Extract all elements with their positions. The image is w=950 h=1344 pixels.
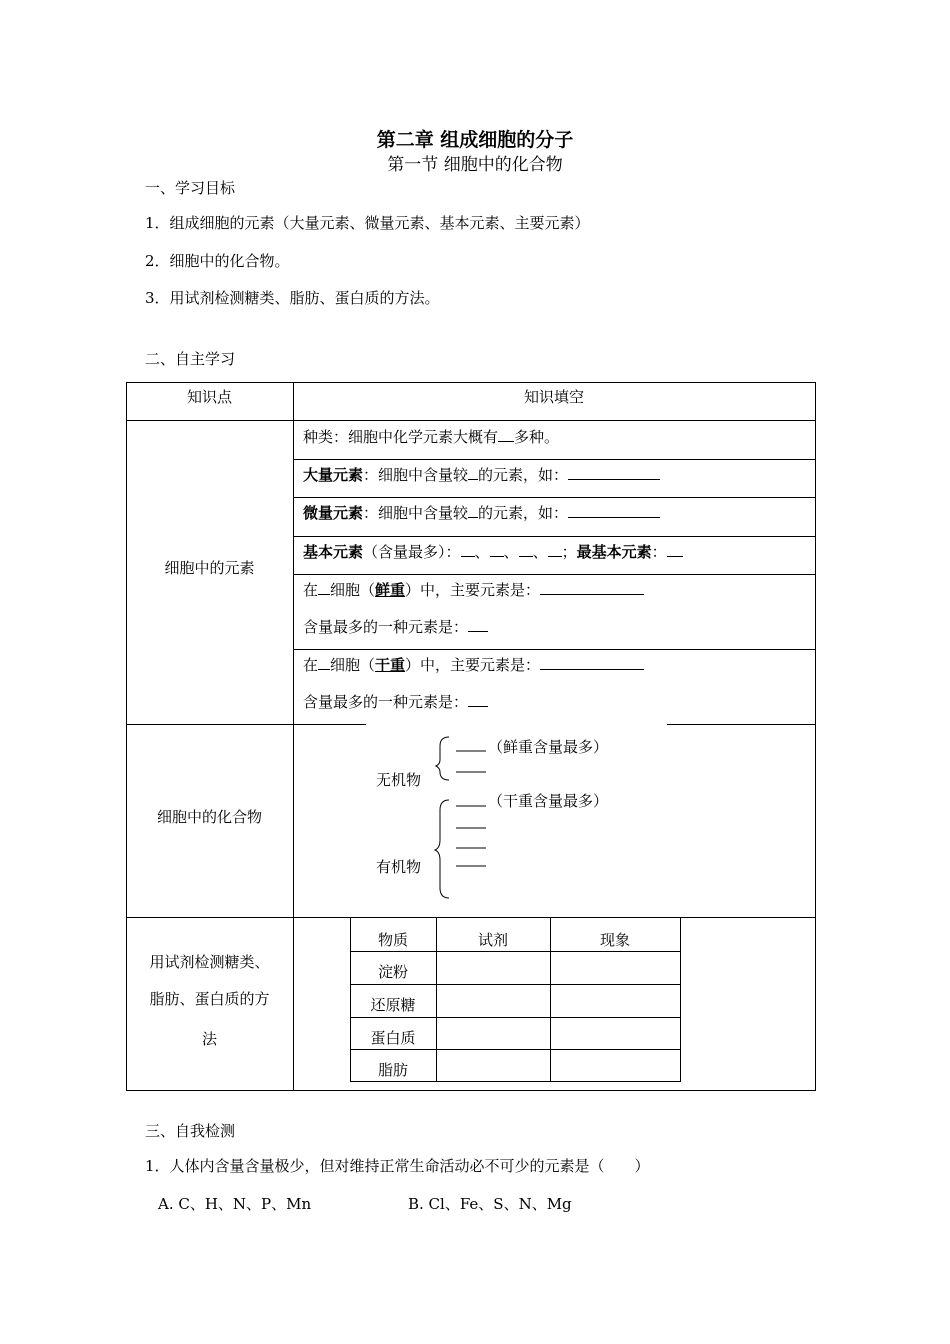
text-span: ）中，主要元素是：: [405, 656, 541, 674]
section1-heading: 一、学习目标: [145, 179, 236, 197]
text-span: 种类：细胞中化学元素大概有: [303, 428, 499, 446]
question-1: 1．人体内含量含量极少，但对维持正常生命活动必不可少的元素是（ ）: [145, 1157, 650, 1175]
header-knowledge-point: 知识点: [186, 388, 232, 406]
row-reagent-label-1: 用试剂检测糖类、: [149, 953, 270, 971]
inner-table-line: [350, 951, 681, 952]
inner-header-phenomenon: 现象: [599, 931, 630, 949]
inner-table-line: [350, 984, 681, 985]
text-span: 、: [532, 543, 548, 561]
fresh-most-note: （鲜重含量最多）: [488, 738, 609, 756]
table-row: 脂肪: [377, 1061, 408, 1079]
row-reagent-label-2: 脂肪、蛋白质的方: [149, 990, 270, 1008]
row-compounds-label: 细胞中的化合物: [156, 808, 262, 826]
row-elements-label: 细胞中的元素: [164, 559, 255, 577]
objective-item-3: 3．用试剂检测糖类、脂肪、蛋白质的方法。: [145, 289, 440, 307]
section2-heading: 二、自主学习: [145, 350, 236, 368]
text-span: 基本元素: [303, 543, 364, 561]
text-span: 细胞（: [330, 581, 376, 599]
dry-most-note: （干重含量最多）: [488, 792, 609, 810]
organic-label: 有机物: [376, 858, 422, 876]
text-span: 的元素，如：: [478, 466, 569, 484]
text-span: 含量最多的一种元素是：: [303, 618, 469, 636]
text-span: ：细胞中含量较: [363, 466, 469, 484]
objective-item-1: 1．组成细胞的元素（大量元素、微量元素、基本元素、主要元素）: [145, 214, 590, 232]
text-span: ；: [561, 543, 577, 561]
inner-header-reagent: 试剂: [477, 931, 508, 949]
text-span: ）中，主要元素是：: [405, 581, 541, 599]
row-reagent-label-3: 法: [201, 1030, 217, 1048]
objective-item-2: 2．细胞中的化合物。: [145, 252, 290, 270]
inner-table-line: [350, 1017, 681, 1018]
text-span: 最基本元素: [576, 543, 652, 561]
text-span: 在: [303, 656, 319, 674]
header-fill-in: 知识填空: [523, 388, 584, 406]
inner-table-line: [680, 918, 681, 1081]
option-a[interactable]: A. C、H、N、P、Mn: [158, 1195, 312, 1213]
text-span: 、: [503, 543, 519, 561]
text-span: 大量元素: [303, 466, 364, 484]
text-span: 微量元素: [303, 504, 364, 522]
inner-header-substance: 物质: [377, 931, 408, 949]
text-span: 干重: [375, 656, 406, 674]
text-span: 多种。: [514, 428, 560, 446]
text-span: 的元素，如：: [478, 504, 569, 522]
text-span: 在: [303, 581, 319, 599]
text-span: 含量最多的一种元素是：: [303, 693, 469, 711]
page-title: 第二章 组成细胞的分子: [376, 129, 574, 151]
inner-table-line: [350, 1081, 681, 1082]
page-subtitle: 第一节 细胞中的化合物: [387, 155, 563, 175]
option-b[interactable]: B. Cl、Fe、S、N、Mg: [408, 1195, 572, 1213]
inorganic-brace: [436, 737, 449, 780]
text-span: （含量最多）：: [363, 543, 461, 561]
table-row: 蛋白质: [370, 1029, 416, 1047]
section3-heading: 三、自我检测: [145, 1122, 236, 1140]
table-row: 淀粉: [377, 963, 408, 981]
inorganic-label: 无机物: [376, 771, 422, 789]
text-span: 鲜重: [375, 581, 406, 599]
text-span: 细胞（: [330, 656, 376, 674]
text-span: ：: [651, 543, 667, 561]
text-span: 、: [474, 543, 490, 561]
organic-brace: [435, 800, 449, 898]
table-row: 还原糖: [370, 996, 416, 1014]
inner-table-line: [350, 1049, 681, 1050]
text-span: ：细胞中含量较: [363, 504, 469, 522]
